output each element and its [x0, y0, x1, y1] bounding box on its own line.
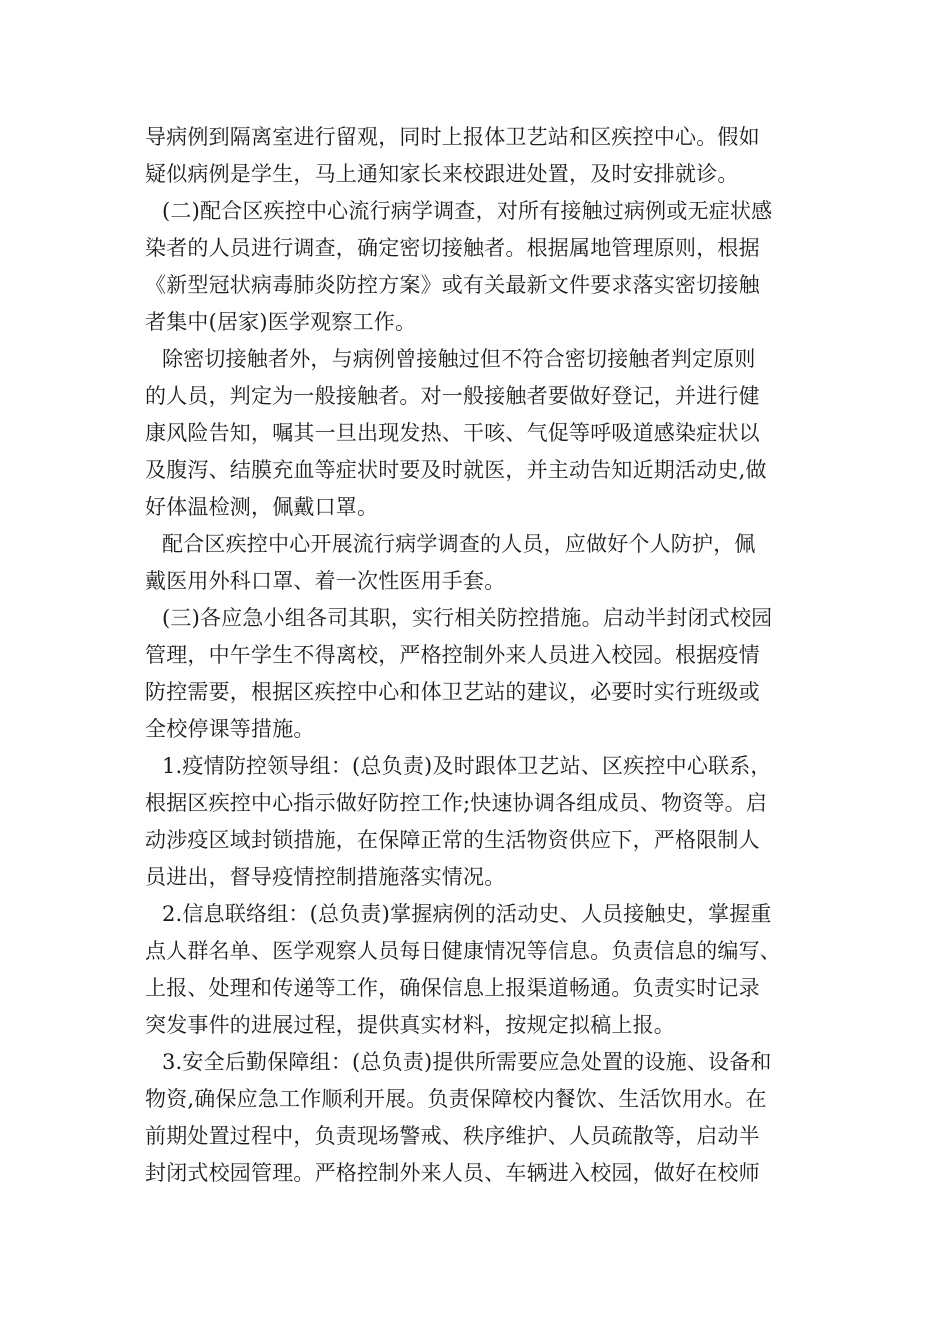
- text-line: 除密切接触者外，与病例曾接触过但不符合密切接触者判定原则: [162, 347, 756, 371]
- text-line: 管理，中午学生不得离校，严格控制外来人员进入校园。根据疫情: [145, 643, 760, 667]
- text-line: 前期处置过程中，负责现场警戒、秩序维护、人员疏散等，启动半: [145, 1124, 760, 1148]
- text-line: 戴医用外科口罩、着一次性医用手套。: [145, 569, 506, 593]
- text-line: 染者的人员进行调查，确定密切接触者。根据属地管理原则，根据: [145, 236, 760, 260]
- text-line: 配合区疾控中心开展流行病学调查的人员，应做好个人防护，佩: [162, 532, 756, 556]
- text-line: 导病例到隔离室进行留观，同时上报体卫艺站和区疾控中心。假如: [145, 125, 760, 149]
- text-line: 1.疫情防控领导组：(总负责)及时跟体卫艺站、区疾控中心联系，: [162, 754, 772, 778]
- text-line: (二)配合区疾控中心流行病学调查，对所有接触过病例或无症状感: [162, 199, 773, 223]
- text-line: 者集中(居家)医学观察工作。: [145, 310, 417, 334]
- text-line: 物资,确保应急工作顺利开展。负责保障校内餐饮、生活饮用水。在: [145, 1087, 767, 1111]
- text-line: 根据区疾控中心指示做好防控工作;快速协调各组成员、物资等。启: [145, 791, 768, 815]
- text-line: 防控需要，根据区疾控中心和体卫艺站的建议，必要时实行班级或: [145, 680, 760, 704]
- text-line: 突发事件的进展过程，提供真实材料，按规定拟稿上报。: [145, 1013, 675, 1037]
- text-line: 全校停课等措施。: [145, 717, 315, 741]
- text-line: 3.安全后勤保障组：(总负责)提供所需要应急处置的设施、设备和: [162, 1050, 772, 1074]
- text-line: 点人群名单、医学观察人员每日健康情况等信息。负责信息的编写、: [145, 939, 781, 963]
- text-line: 及腹泻、结膜充血等症状时要及时就医，并主动告知近期活动史,做: [145, 458, 767, 482]
- text-line: (三)各应急小组各司其职，实行相关防控措施。启动半封闭式校园: [162, 606, 773, 630]
- text-line: 的人员，判定为一般接触者。对一般接触者要做好登记，并进行健: [145, 384, 760, 408]
- text-line: 康风险告知，嘱其一旦出现发热、干咳、气促等呼吸道感染症状以: [145, 421, 760, 445]
- text-line: 上报、处理和传递等工作，确保信息上报渠道畅通。负责实时记录: [145, 976, 760, 1000]
- text-line: 封闭式校园管理。严格控制外来人员、车辆进入校园，做好在校师: [145, 1161, 760, 1185]
- text-line: 好体温检测，佩戴口罩。: [145, 495, 379, 519]
- text-line: 动涉疫区域封锁措施，在保障正常的生活物资供应下，严格限制人: [145, 828, 760, 852]
- text-line: 疑似病例是学生，马上通知家长来校跟进处置，及时安排就诊。: [145, 162, 739, 186]
- text-line: 2.信息联络组：(总负责)掌握病例的活动史、人员接触史，掌握重: [162, 902, 772, 926]
- text-line: 《新型冠状病毒肺炎防控方案》或有关最新文件要求落实密切接触: [145, 273, 760, 297]
- text-line: 员进出，督导疫情控制措施落实情况。: [145, 865, 506, 889]
